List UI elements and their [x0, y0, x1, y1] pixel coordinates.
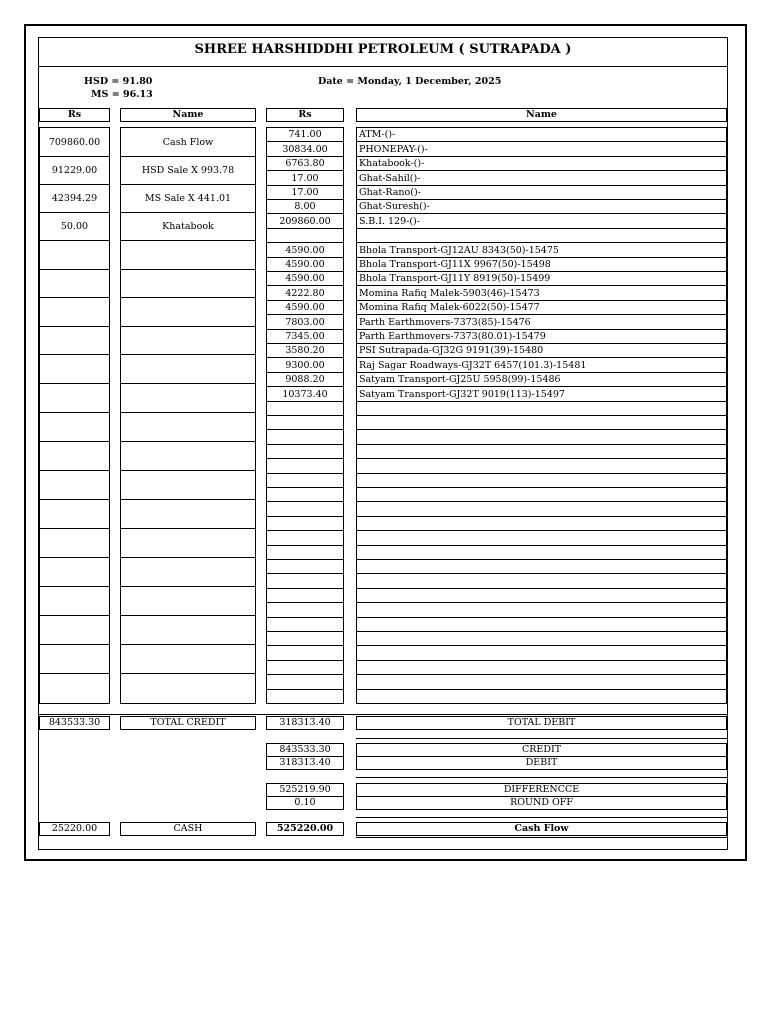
row-divider: [40, 383, 109, 384]
row-divider: [121, 269, 255, 270]
debit-name-column: [356, 127, 727, 704]
debit-row-amount: [267, 632, 343, 646]
credit-row-amount: [40, 587, 109, 616]
credit-row-name: [121, 355, 255, 384]
row-divider: [121, 528, 255, 529]
debit-row-amount: [267, 474, 343, 488]
credit-row-amount: [40, 298, 109, 327]
row-divider: [267, 689, 343, 690]
row-divider: [121, 557, 255, 558]
debit-row-name: PSI Sutrapada-GJ32G 9191(39)-15480: [359, 345, 544, 356]
debit-row-name: [357, 661, 726, 675]
credit-row-name: [121, 616, 255, 645]
credit-row-name: [121, 241, 255, 270]
row-divider: [40, 326, 109, 327]
row-divider: [121, 240, 255, 241]
equals-sign: =: [111, 89, 120, 100]
spacer-line: [356, 777, 727, 778]
debit-summary-label: DEBIT: [356, 756, 727, 770]
total-debit-label: TOTAL DEBIT: [356, 716, 727, 730]
credit-row-amount: 42394.29: [51, 193, 98, 204]
row-divider: [121, 156, 255, 157]
credit-row-amount: [40, 645, 109, 674]
credit-row-name: MS Sale X 441.01: [144, 193, 232, 204]
debit-row-name: Khatabook-()-: [359, 158, 425, 169]
debit-row-amount: [267, 589, 343, 603]
credit-row-amount: [40, 270, 109, 298]
debit-row-name: ATM-()-: [359, 129, 396, 140]
debit-row-name: Bhola Transport-GJ11X 9967(50)-15498: [359, 259, 551, 270]
debit-row-amount: [267, 430, 343, 445]
debit-row-amount: 4590.00: [285, 259, 325, 270]
debit-row-amount: 4222.80: [285, 288, 325, 299]
debit-row-name: [357, 560, 726, 574]
credit-row-amount: [40, 241, 109, 270]
row-divider: [40, 644, 109, 645]
debit-row-name: Satyam Transport-GJ32T 9019(113)-15497: [359, 389, 565, 400]
round-off-label: ROUND OFF: [356, 796, 727, 810]
header-credit-rs: Rs: [39, 108, 110, 122]
credit-row-amount: [40, 500, 109, 529]
debit-row-amount: [267, 546, 343, 560]
debit-row-name: [357, 603, 726, 618]
debit-row-amount: [267, 574, 343, 589]
credit-row-name: [121, 500, 255, 529]
round-off-amount: 0.10: [266, 796, 344, 810]
debit-row-amount: [267, 603, 343, 618]
header-credit-name: Name: [120, 108, 256, 122]
credit-row-amount: [40, 471, 109, 500]
credit-row-amount: [40, 674, 109, 704]
debit-row-amount: [267, 646, 343, 661]
hsd-value: 91.80: [122, 76, 153, 87]
debit-row-name: [357, 459, 726, 474]
debit-row-amount: [267, 560, 343, 574]
credit-row-name: [121, 327, 255, 355]
row-divider: [121, 441, 255, 442]
credit-name-column: [120, 127, 256, 704]
debit-row-amount: 8.00: [294, 201, 316, 212]
credit-row-name: [121, 529, 255, 558]
debit-row-amount: [267, 416, 343, 430]
row-divider: [121, 212, 255, 213]
debit-row-name: [357, 589, 726, 603]
credit-row-amount: [40, 558, 109, 587]
debit-row-amount: 9088.20: [285, 374, 325, 385]
credit-row-name: [121, 298, 255, 327]
debit-row-name: Parth Earthmovers-7373(80.01)-15479: [359, 331, 546, 342]
debit-row-amount: 17.00: [291, 173, 319, 184]
debit-summary-amount: 318313.40: [266, 756, 344, 770]
debit-row-name: Satyam Transport-GJ25U 5958(99)-15486: [359, 374, 561, 385]
row-divider: [40, 586, 109, 587]
difference-amount: 525219.90: [266, 783, 344, 797]
debit-row-name: [357, 574, 726, 589]
debit-row-name: S.B.I. 129-()-: [359, 216, 420, 227]
cash-flow-amount: 525220.00: [266, 822, 344, 836]
credit-row-name: [121, 645, 255, 674]
debit-row-name: Bhola Transport-GJ12AU 8343(50)-15475: [359, 245, 559, 256]
row-divider: [40, 156, 109, 157]
equals-sign: =: [111, 76, 120, 87]
row-divider: [357, 689, 726, 690]
debit-row-amount: [267, 618, 343, 632]
debit-row-name: [357, 416, 726, 430]
debit-row-name: [357, 632, 726, 646]
row-divider: [121, 644, 255, 645]
debit-row-amount: 30834.00: [282, 144, 328, 155]
credit-row-amount: [40, 355, 109, 384]
debit-row-amount: 7803.00: [285, 317, 325, 328]
debit-row-amount: [267, 502, 343, 517]
row-divider: [121, 184, 255, 185]
date-label: Date: [318, 76, 343, 87]
credit-row-amount: 50.00: [60, 221, 89, 232]
debit-row-amount: 7345.00: [285, 331, 325, 342]
row-divider: [40, 557, 109, 558]
row-divider: [40, 441, 109, 442]
debit-row-amount: [267, 517, 343, 531]
cash-flow-label: Cash Flow: [356, 822, 727, 836]
credit-row-amount: [40, 327, 109, 355]
debit-row-name: [357, 402, 726, 416]
ms-label: MS: [91, 89, 109, 100]
total-credit-label: TOTAL CREDIT: [120, 716, 256, 730]
debit-row-amount: [267, 402, 343, 416]
debit-row-name: [357, 488, 726, 502]
debit-row-amount: 10373.40: [282, 389, 328, 400]
credit-row-amount: 709860.00: [48, 137, 101, 148]
credit-row-amount: [40, 616, 109, 645]
cash-label: CASH: [120, 822, 256, 836]
debit-row-amount: 3580.20: [285, 345, 325, 356]
debit-row-amount: [267, 531, 343, 546]
debit-row-amount: 741.00: [288, 129, 322, 140]
row-divider: [121, 615, 255, 616]
debit-row-amount: 209860.00: [279, 216, 331, 227]
debit-row-name: PHONEPAY-()-: [359, 144, 428, 155]
debit-row-name: Parth Earthmovers-7373(85)-15476: [359, 317, 531, 328]
debit-row-amount: 17.00: [291, 187, 319, 198]
page-title: SHREE HARSHIDDHI PETROLEUM ( SUTRAPADA ): [194, 42, 572, 57]
credit-row-name: [121, 270, 255, 298]
row-divider: [40, 297, 109, 298]
row-divider: [40, 412, 109, 413]
credit-row-name: [121, 384, 255, 413]
spacer-line: [356, 817, 727, 818]
credit-rs-column: [39, 127, 110, 704]
debit-row-name: Momina Rafiq Malek-5903(46)-15473: [359, 288, 540, 299]
row-divider: [40, 240, 109, 241]
credit-summary-label: CREDIT: [356, 743, 727, 757]
row-divider: [40, 528, 109, 529]
row-divider: [121, 297, 255, 298]
debit-row-amount: [267, 459, 343, 474]
credit-row-name: Cash Flow: [162, 137, 214, 148]
debit-row-amount: [267, 661, 343, 675]
debit-row-amount: 4590.00: [285, 245, 325, 256]
credit-row-name: [121, 442, 255, 471]
row-divider: [121, 326, 255, 327]
debit-row-name: [357, 430, 726, 445]
equals-sign: =: [346, 76, 355, 87]
row-divider: [40, 673, 109, 674]
cash-amount: 25220.00: [39, 822, 110, 836]
debit-row-amount: [267, 445, 343, 459]
debit-row-name: [357, 546, 726, 560]
total-credit-amount: 843533.30: [39, 716, 110, 730]
row-divider: [121, 412, 255, 413]
debit-row-name: [357, 502, 726, 517]
row-divider: [40, 212, 109, 213]
row-divider: [121, 499, 255, 500]
row-divider: [40, 615, 109, 616]
credit-summary-amount: 843533.30: [266, 743, 344, 757]
debit-row-name: Ghat-Rano()-: [359, 187, 421, 198]
debit-row-name: [357, 675, 726, 690]
hsd-rate: [84, 76, 152, 87]
spacer-line: [356, 738, 727, 739]
credit-row-name: HSD Sale X 993.78: [141, 165, 235, 176]
row-divider: [121, 383, 255, 384]
row-divider: [121, 354, 255, 355]
credit-row-amount: 91229.00: [51, 165, 98, 176]
debit-row-name: [357, 445, 726, 459]
debit-row-amount: [267, 488, 343, 502]
header-debit-name: Name: [356, 108, 727, 122]
row-divider: [121, 586, 255, 587]
debit-row-amount: [267, 675, 343, 690]
credit-row-amount: [40, 413, 109, 442]
total-debit-amount: 318313.40: [266, 716, 344, 730]
row-divider: [40, 354, 109, 355]
debit-row-name: Bhola Transport-GJ11Y 8919(50)-15499: [359, 273, 551, 284]
credit-row-name: [121, 413, 255, 442]
debit-row-name: [357, 517, 726, 531]
debit-row-amount: 9300.00: [285, 360, 325, 371]
debit-row-name: [357, 618, 726, 632]
credit-row-amount: [40, 384, 109, 413]
row-divider: [40, 269, 109, 270]
title-divider: [39, 66, 727, 67]
difference-label: DIFFERENCCE: [356, 783, 727, 797]
debit-row-name: [357, 531, 726, 546]
debit-row-amount: 4590.00: [285, 273, 325, 284]
report-date: [318, 76, 501, 87]
ms-value: 96.13: [122, 89, 153, 100]
debit-row-name: [357, 474, 726, 488]
debit-row-name: Momina Rafiq Malek-6022(50)-15477: [359, 302, 540, 313]
row-divider: [40, 470, 109, 471]
debit-row-name: [357, 229, 726, 243]
debit-row-name: Ghat-Suresh()-: [359, 201, 430, 212]
credit-row-name: [121, 674, 255, 704]
debit-rs-column: [266, 127, 344, 704]
header-debit-rs: Rs: [266, 108, 344, 122]
credit-row-name: [121, 558, 255, 587]
credit-row-name: [121, 471, 255, 500]
debit-row-amount: 6763.80: [285, 158, 325, 169]
row-divider: [121, 470, 255, 471]
debit-row-name: [357, 646, 726, 661]
row-divider: [121, 673, 255, 674]
totals-divider: [39, 714, 727, 715]
ms-rate: [91, 89, 153, 100]
debit-row-amount: [267, 229, 343, 243]
spacer-line: [356, 837, 727, 838]
row-divider: [40, 184, 109, 185]
credit-row-name: [121, 587, 255, 616]
credit-row-name: Khatabook: [162, 221, 214, 232]
date-value: Monday, 1 December, 2025: [357, 76, 502, 87]
debit-row-amount: 4590.00: [285, 302, 325, 313]
debit-row-name: Raj Sagar Roadways-GJ32T 6457(101.3)-15481: [359, 360, 587, 371]
debit-row-name: Ghat-Sahil()-: [359, 173, 421, 184]
row-divider: [40, 499, 109, 500]
hsd-label: HSD: [84, 76, 109, 87]
credit-row-amount: [40, 529, 109, 558]
credit-row-amount: [40, 442, 109, 471]
